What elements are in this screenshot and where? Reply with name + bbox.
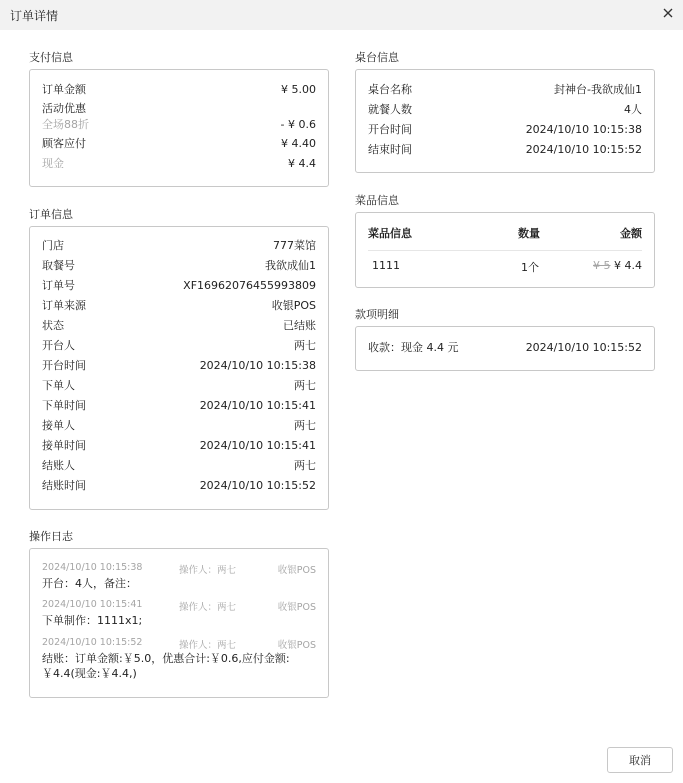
order-row-value: XF16962076455993809 [183,278,316,292]
payments-detail-row [368,339,642,355]
promo-detail-value: - ¥ 0.6 [280,117,316,131]
dishes-section-title: 菜品信息 [355,194,399,207]
table-row-label: 就餐人数 [368,103,412,116]
order-row-label: 状态 [42,319,64,332]
promo-row [42,100,316,116]
order-row-value: 两七 [294,459,316,472]
payments-detail-card [355,326,655,371]
payable-label: 顾客应付 [42,137,86,150]
order-row-value: 两七 [294,339,316,352]
order-row-value: 2024/10/10 10:15:52 [199,478,316,492]
order-row [42,417,316,433]
order-card [29,226,329,510]
dishes-header [368,225,642,241]
dishes-card [355,212,655,288]
log-entry-meta [42,562,316,574]
order-row-label: 门店 [42,239,64,252]
payments-detail-section-title: 款项明细 [355,308,399,321]
dish-price: ¥ 4.4 [614,259,642,272]
payable-value: ¥ 4.40 [281,136,316,150]
log-entry-meta [42,637,316,649]
table-row-value: 4人 [624,103,642,116]
dialog-header [0,0,683,30]
order-row-label: 下单人 [42,379,75,392]
table-row-value: 2024/10/10 10:15:52 [525,142,642,156]
promo-label: 活动优惠 [42,102,86,115]
order-amount-row [42,81,316,97]
order-row-value: 2024/10/10 10:15:38 [199,358,316,372]
log-time: 2024/10/10 10:15:38 [42,562,143,573]
order-row-label: 订单来源 [42,299,86,312]
order-row-label: 接单时间 [42,439,86,452]
payment-card [29,69,329,187]
table-row-label: 开台时间 [368,123,412,136]
dish-name: 1111 [372,259,400,272]
order-row-value: 已结账 [283,319,316,332]
order-row-value: 收银POS [271,299,316,312]
dish-amount [593,259,642,272]
order-amount-label: 订单金额 [42,83,86,96]
log-time: 2024/10/10 10:15:52 [42,637,143,648]
log-source: 收银POS [277,602,316,613]
order-row-label: 结账时间 [42,479,86,492]
table-row [368,81,642,97]
log-text: 结账：订单金额:￥5.0，优惠合计:￥0.6,应付金额:￥4.4(现金:￥4.4,) [42,652,290,680]
order-row [42,317,316,333]
cash-value: ¥ 4.4 [288,156,316,170]
promo-detail-row [42,116,316,132]
log-text: 下单制作：1111x1; [42,614,143,627]
order-row-label: 开台人 [42,339,75,352]
table-row-label: 桌台名称 [368,83,412,96]
promo-detail-label: 全场88折 [42,118,89,131]
order-section-title: 订单信息 [29,208,73,221]
table-row [368,121,642,137]
payments-detail-time: 2024/10/10 10:15:52 [525,340,642,354]
payment-section-title: 支付信息 [29,51,73,64]
order-row-label: 接单人 [42,419,75,432]
cancel-button[interactable]: 取消 [607,747,673,773]
log-time: 2024/10/10 10:15:41 [42,599,143,610]
order-row-value: 777菜馆 [273,239,316,252]
order-row-value: 2024/10/10 10:15:41 [199,398,316,412]
log-operator: 操作人：两七 [179,640,237,651]
dishes-header-amount: 金额 [620,227,642,240]
table-row [368,101,642,117]
table-row-label: 结束时间 [368,143,412,156]
table-row-value: 2024/10/10 10:15:38 [525,122,642,136]
log-text: 开台：4人，备注： [42,577,137,590]
order-row-label: 结账人 [42,459,75,472]
order-row-label: 订单号 [42,279,75,292]
order-row [42,477,316,493]
order-row-value: 两七 [294,379,316,392]
order-row-label: 取餐号 [42,259,75,272]
order-row [42,277,316,293]
log-entry-meta [42,599,316,611]
order-row-value: 2024/10/10 10:15:41 [199,438,316,452]
log-section-title: 操作日志 [29,530,73,543]
table-row-value: 封神台-我欲成仙1 [554,83,642,96]
log-operator: 操作人：两七 [179,565,237,576]
order-row [42,237,316,253]
order-row-label: 开台时间 [42,359,86,372]
dish-original-price: ¥ 5 [593,259,611,272]
log-source: 收银POS [277,640,316,651]
order-row [42,437,316,453]
payable-row [42,135,316,151]
order-row [42,377,316,393]
order-row [42,257,316,273]
dish-row [368,259,642,275]
order-row-value: 我欲成仙1 [265,259,316,272]
order-row-label: 下单时间 [42,399,86,412]
dishes-divider [368,250,642,251]
order-row [42,337,316,353]
order-row [42,397,316,413]
order-row [42,297,316,313]
table-row [368,141,642,157]
table-section-title: 桌台信息 [355,51,399,64]
log-operator: 操作人：两七 [179,602,237,613]
dishes-header-qty: 数量 [518,227,540,240]
order-row [42,357,316,373]
order-amount-value: ¥ 5.00 [281,82,316,96]
log-card [29,548,329,698]
close-icon[interactable] [661,6,675,20]
cash-label: 现金 [42,157,64,170]
payments-detail-text: 收款：现金 4.4 元 [368,341,459,354]
log-source: 收银POS [277,565,316,576]
dishes-header-name: 菜品信息 [368,227,412,240]
table-card [355,69,655,173]
dialog-title: 订单详情 [10,9,59,23]
cash-row [42,155,316,171]
order-row [42,457,316,473]
dish-qty: 1个 [521,261,539,274]
order-row-value: 两七 [294,419,316,432]
